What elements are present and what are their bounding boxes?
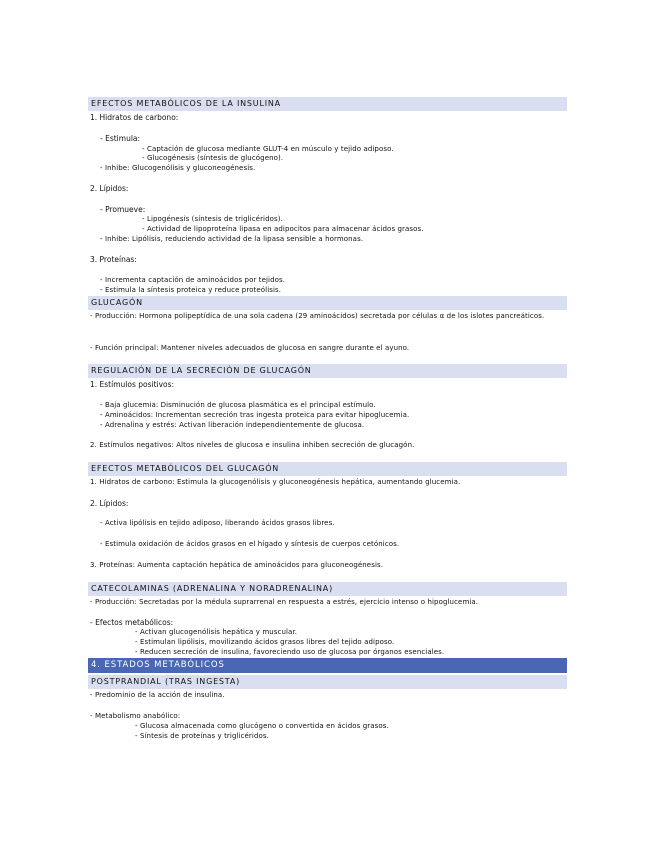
glucagon-regulation-header: REGULACIÓN DE LA SECRECIÓN DE GLUCAGÓN <box>88 364 567 378</box>
insulin-inhibit-item: - Inhibe: Glucogenólisis y gluconeogénesis. <box>100 164 256 172</box>
insulin-effects-header: EFECTOS METABÓLICOS DE LA INSULINA <box>88 97 567 111</box>
insulin-promote-item: - Actividad de lipoproteína lipasa en adipocitos para almacenar ácidos grasos. <box>142 225 424 233</box>
insulin-promote-label: - Promueve: <box>100 205 146 214</box>
glucagon-production: - Producción: Hormona polipeptídica de una sola cadena (29 aminoácidos) secretada por células α de los islotes pancreáticos. <box>90 312 545 320</box>
glucagon-function: - Función principal: Mantener niveles adecuados de glucosa en sangre durante el ayuno. <box>90 344 410 352</box>
postprandial-header: POSTPRANDIAL (TRAS INGESTA) <box>88 675 567 689</box>
insulin-carbs-heading: 1. Hidratos de carbono: <box>90 113 179 122</box>
catecholamines-effect-item: - Estimulan lipólisis, movilizando ácidos grasos libres del tejido adiposo. <box>135 638 395 646</box>
catecholamines-effects-label: - Efectos metabólicos: <box>90 618 174 627</box>
insulin-proteins-heading: 3. Proteínas: <box>90 255 137 264</box>
regulation-positive-item: - Baja glucemia: Disminución de glucosa plasmática es el principal estímulo. <box>100 401 376 409</box>
insulin-stim-item: - Captación de glucosa mediante GLUT-4 en músculo y tejido adiposo. <box>142 145 394 153</box>
insulin-protein-item: - Incrementa captación de aminoácidos por tejidos. <box>100 276 286 284</box>
glucagon-effects-header: EFECTOS METABÓLICOS DEL GLUCAGÓN <box>88 462 567 476</box>
catecholamines-production: - Producción: Secretadas por la médula suprarrenal en respuesta a estrés, ejercicio intenso o hipoglucemia. <box>90 598 479 606</box>
glucagon-lipids-heading: 2. Lípidos: <box>90 499 129 508</box>
insulin-stim-label: - Estimula: <box>100 134 141 143</box>
metabolic-states-header: 4. ESTADOS METABÓLICOS <box>88 658 567 673</box>
insulin-promote-item: - Lipogénesis (síntesis de triglicéridos). <box>142 215 283 223</box>
insulin-lipids-heading: 2. Lípidos: <box>90 184 129 193</box>
glucagon-proteins-heading: 3. Proteínas: Aumenta captación hepática de aminoácidos para gluconeogénesis. <box>90 561 384 569</box>
insulin-protein-item: - Estimula la síntesis proteica y reduce proteólisis. <box>100 286 282 294</box>
glucagon-lipid-item: - Estimula oxidación de ácidos grasos en el hígado y síntesis de cuerpos cetónicos. <box>100 540 400 548</box>
catecholamines-effect-item: - Reducen secreción de insulina, favoreciendo uso de glucosa por órganos esenciales. <box>135 648 445 656</box>
catecholamines-effect-item: - Activan glucogenólisis hepática y muscular. <box>135 628 298 636</box>
postprandial-anabolic-label: - Metabolismo anabólico: <box>90 712 181 720</box>
postprandial-item: - Predominio de la acción de insulina. <box>90 691 225 699</box>
regulation-positive-heading: 1. Estímulos positivos: <box>90 380 175 389</box>
regulation-positive-item: - Adrenalina y estrés: Activan liberación independientemente de glucosa. <box>100 421 365 429</box>
glucagon-header: GLUCAGÓN <box>88 296 567 310</box>
catecholamines-header: CATECOLAMINAS (ADRENALINA Y NORADRENALINA) <box>88 582 567 596</box>
regulation-negative-heading: 2. Estímulos negativos: Altos niveles de glucosa e insulina inhiben secreción de glucagón. <box>90 441 415 449</box>
glucagon-carbs-heading: 1. Hidratos de carbono: Estimula la glucogenólisis y gluconeogénesis hepática, aumentando glucemia. <box>90 478 461 486</box>
insulin-inhibit-item: - Inhibe: Lipólisis, reduciendo actividad de la lipasa sensible a hormonas. <box>100 235 364 243</box>
glucagon-lipid-item: - Activa lipólisis en tejido adiposo, liberando ácidos grasos libres. <box>100 519 335 527</box>
insulin-stim-item: - Glucogénesis (síntesis de glucógeno). <box>142 154 284 162</box>
postprandial-anabolic-item: - Síntesis de proteínas y triglicéridos. <box>135 732 269 740</box>
postprandial-anabolic-item: - Glucosa almacenada como glucógeno o convertida en ácidos grasos. <box>135 722 389 730</box>
regulation-positive-item: - Aminoácidos: Incrementan secreción tras ingesta proteica para evitar hipoglucemia. <box>100 411 410 419</box>
